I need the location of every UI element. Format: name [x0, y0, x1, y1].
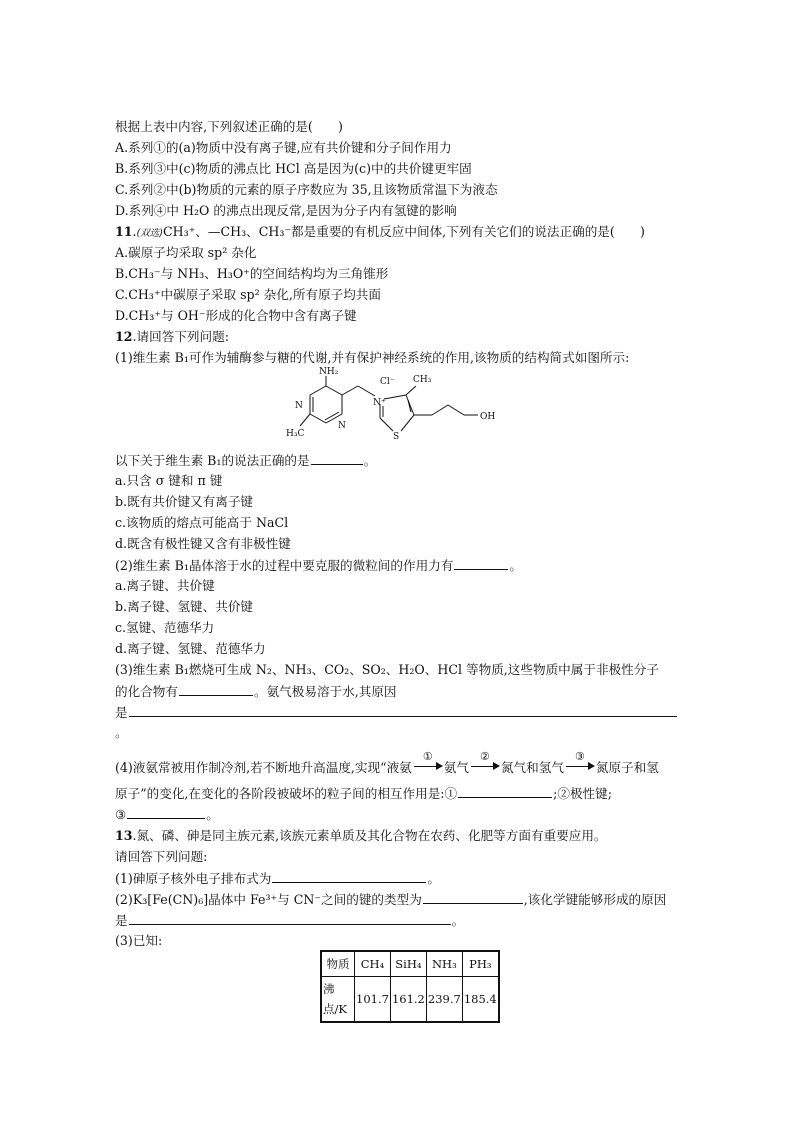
label-h3c: H₃C	[286, 429, 305, 439]
q10-option-a: A.系列①的(a)物质中没有离子键,应有共价键和分子间作用力	[115, 140, 452, 155]
q12-part4-line2: 原子”的变化,在变化的各阶段被破坏的粒子间的相互作用是:① ;②极性键;	[115, 783, 612, 804]
q11-number: 11	[115, 224, 133, 239]
q13-number: 13	[115, 828, 133, 843]
q11-option-d: D.CH₃⁺与 OH⁻形成的化合物中含有离子键	[115, 308, 357, 323]
answer-blank[interactable]	[458, 783, 552, 798]
q12-number: 12	[115, 329, 133, 344]
q11-tag: (双选)	[136, 228, 163, 239]
q12-part1-option-d: d.既含有极性键又含有非极性键	[115, 536, 291, 551]
q12-stem: .请回答下列问题:	[132, 329, 229, 344]
q13-stem: .氮、磷、砷是同主族元素,该族元素单质及其化合物在农药、化肥等方面有重要应用。	[132, 828, 607, 843]
label-nplus: N⁺	[373, 398, 386, 408]
table-cell: 161.2	[390, 977, 426, 1023]
answer-blank[interactable]	[311, 450, 363, 465]
q12-part3-line3: 是	[115, 702, 678, 723]
vitamin-b1-structure	[280, 364, 520, 446]
answer-blank[interactable]	[179, 681, 253, 696]
q13-part2-line1: (2)K₃[Fe(CN)₆]晶体中 Fe³⁺与 CN⁻之间的键的类型为 ,该化学键能够形成的原因	[115, 889, 666, 910]
q12-part1-text: (1)维生素 B₁可作为辅酶参与糖的代谢,并有保护神经系统的作用,该物质的结构简式如图所示:	[115, 350, 630, 365]
answer-blank[interactable]	[454, 555, 508, 570]
q12-part1-option-b: b.既有共价键又有离子键	[115, 494, 254, 509]
q10-option-b: B.系列③中(c)物质的沸点比 HCl 高是因为(c)中的共价键更牢固	[115, 161, 472, 176]
q10-option-c: C.系列②中(b)物质的元素的原子序数应为 35,且该物质常温下为液态	[115, 182, 498, 197]
q12-part2-option-d: d.离子键、氢键、范德华力	[115, 641, 266, 656]
arrow-step-1: ①	[413, 758, 443, 774]
answer-blank[interactable]	[129, 702, 677, 717]
table-cell: 185.4	[462, 977, 498, 1023]
q12-part4-line1: (4)液氨常被用作制冷剂,若不断地升高温度,实现“液氨 ① 氨气 ② 氮气和氢气 ③ 氮原子和氢	[115, 750, 659, 775]
table-header-cell: 物质	[321, 951, 355, 977]
label-n2: N	[338, 421, 346, 431]
answer-blank[interactable]	[423, 889, 523, 904]
answer-blank[interactable]	[272, 868, 426, 883]
label-nh2: NH₂	[319, 367, 339, 377]
q12-part2-option-a: a.离子键、共价键	[115, 578, 215, 593]
q10-option-d: D.系列④中 H₂O 的沸点出现反常,是因为分子内有氢键的影响	[115, 203, 457, 218]
label-cl: Cl⁻	[380, 377, 395, 387]
q13-part2-line2: 是 。	[115, 910, 464, 931]
table-header-cell: PH₃	[462, 951, 498, 977]
q12-part1-question: 以下关于维生素 B₁的说法正确的是 。	[115, 450, 376, 471]
q13-part1: (1)砷原子核外电子排布式为 。	[115, 868, 440, 889]
table-header-cell: SiH₄	[390, 951, 426, 977]
q12-stem-line	[115, 327, 229, 347]
label-oh: OH	[480, 412, 496, 422]
table-header-cell: NH₃	[426, 951, 462, 977]
q12-part4-line3: ③ 。	[115, 804, 219, 825]
q12-part1-option-a: a.只含 σ 键和 π 键	[115, 473, 223, 488]
q11-stem: CH₃⁺、—CH₃、CH₃⁻都是重要的有机反应中间体,下列有关它们的说法正确的是( )	[162, 224, 645, 239]
q12-part3-line4: 。	[115, 725, 128, 740]
table-row	[321, 977, 499, 1023]
q12-part3-line2: 的化合物有 。氨气极易溶于水,其原因	[115, 681, 397, 702]
table-cell: 101.7	[355, 977, 391, 1023]
q11-option-b: B.CH₃⁻与 NH₃、H₃O⁺的空间结构均为三角锥形	[115, 266, 389, 281]
q12-part2-question: (2)维生素 B₁晶体溶于水的过程中要克服的微粒间的作用力有 。	[115, 555, 522, 576]
arrow-step-3: ③	[565, 758, 595, 774]
label-n1: N	[295, 401, 303, 411]
q12-part2-option-b: b.离子键、氢键、共价键	[115, 599, 254, 614]
table-row	[321, 951, 499, 977]
q13-line2: 请回答下列问题:	[115, 849, 208, 864]
table-cell: 239.7	[426, 977, 462, 1023]
table-row-label: 沸点/K	[321, 977, 355, 1023]
q13-stem-line	[115, 826, 607, 846]
q12-part3-line1: (3)维生素 B₁燃烧可生成 N₂、NH₃、CO₂、SO₂、H₂O、HCl 等物质,这些物质中属于非极性分子	[115, 662, 659, 677]
boiling-point-table	[320, 950, 500, 1023]
label-s: S	[393, 432, 400, 442]
q11-option-c: C.CH₃⁺中碳原子采取 sp² 杂化,所有原子均共面	[115, 287, 381, 302]
label-ch3: CH₃	[413, 375, 432, 385]
q11-option-a: A.碳原子均采取 sp² 杂化	[115, 245, 257, 260]
answer-blank[interactable]	[129, 910, 451, 925]
table-header-cell: CH₄	[355, 951, 391, 977]
q13-part3: (3)已知:	[115, 933, 163, 948]
q10-stem: 根据上表中内容,下列叙述正确的是( )	[115, 119, 343, 134]
answer-blank[interactable]	[127, 804, 205, 819]
q12-part1-option-c: c.该物质的熔点可能高于 NaCl	[115, 515, 289, 530]
q11-stem-line: 11.(双选)CH₃⁺、—CH₃、CH₃⁻都是重要的有机反应中间体,下列有关它们的说法正确的是( )	[115, 224, 645, 239]
q12-part2-option-c: c.氢键、范德华力	[115, 620, 215, 635]
arrow-step-2: ②	[470, 758, 500, 774]
